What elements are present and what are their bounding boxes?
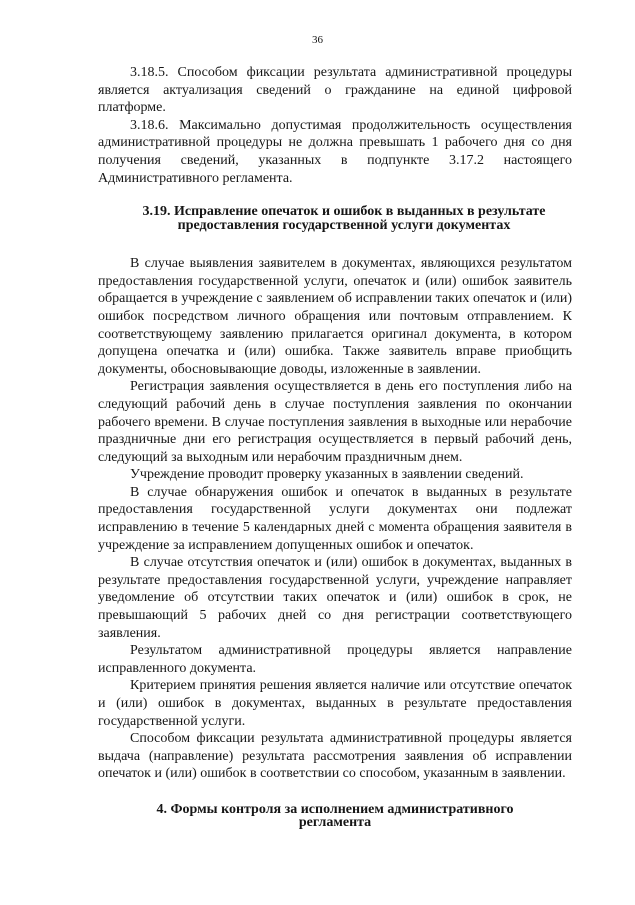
- section-heading-line: предоставления государственной услуги документах: [177, 217, 511, 233]
- paragraph: Учреждение проводит проверку указанных в заявлении сведений.: [130, 467, 524, 483]
- section-heading-3-19: [116, 205, 572, 232]
- section-heading-line: 4. Формы контроля за исполнением административного: [156, 801, 514, 817]
- paragraph-3-18-6: 3.18.6. Максимально допустимая продолжительность осуществления административной процедуры не должна превышать 1 рабочего дня со дня получения сведений, указанных в подпункте 3.17.2 настоящего Административного регламента.: [98, 117, 572, 186]
- paragraph: Способом фиксации результата административной процедуры является выдача (направление) результата рассмотрения заявления об исправлении опечаток и (или) ошибок в соответствии со способом, указанным в заявлении.: [98, 731, 572, 782]
- section-heading-line: 3.19. Исправление опечаток и ошибок в выданных в результате: [142, 204, 546, 220]
- section-heading-line: регламента: [298, 815, 372, 831]
- page-body: [98, 64, 572, 830]
- paragraph: В случае обнаружения ошибок и опечаток в выданных в результате предоставления государственной услуги документах они подлежат исправлению в течение 5 календарных дней с момента обращения заявителя в учреждение за исправлением допущенных ошибок и опечаток.: [98, 484, 572, 553]
- page-number: 36: [312, 34, 323, 46]
- paragraph: В случае отсутствия опечаток и (или) ошибок в документах, выданных в результате предоставления государственной услуги, учреждение направляет уведомление об отсутствии таких опечаток и (или) ошибок в срок, не превышающий 5 рабочих дней со дня регистрации соответствующего заявления.: [98, 555, 572, 641]
- paragraph: Регистрация заявления осуществляется в день его поступления либо на следующий рабочий день в случае поступления заявления по окончании рабочего времени. В случае поступления заявления в выходные или нерабочие праздничные дни его регистрация осуществляется в первый рабочий день, следующий за выходным или нерабочим праздничным днем.: [98, 379, 572, 465]
- paragraph: В случае выявления заявителем в документах, являющихся результатом предоставления государственной услуги, опечаток и (или) ошибок заявитель обращается в учреждение с заявлением об исправлении таких опечаток и (или) ошибок посредством личного обращения или почтовым отправлением. К соответствующему заявлению прилагается оригинал документа, в котором допущена опечатка и (или) ошибка. Также заявитель вправе приобщить документы, обосновывающие доводы, изложенные в заявлении.: [98, 256, 572, 377]
- paragraph-3-18-5: 3.18.5. Способом фиксации результата административной процедуры является актуализация сведений о гражданине на единой цифровой платформе.: [98, 65, 572, 116]
- paragraph: Критерием принятия решения является наличие или отсутствие опечаток и (или) ошибок в документах, выданных в результате предоставления государственной услуги.: [98, 678, 572, 729]
- section-heading-4: [98, 803, 572, 830]
- paragraph: Результатом административной процедуры является направление исправленного документа.: [98, 643, 572, 676]
